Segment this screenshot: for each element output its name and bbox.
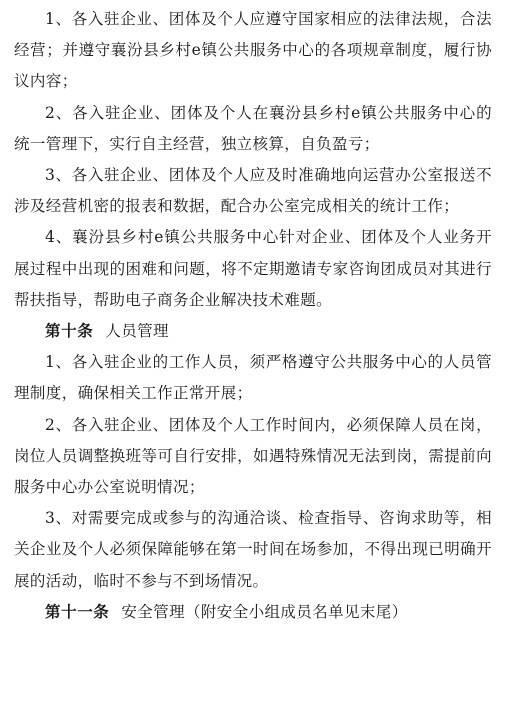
paragraph-4: 4、襄汾县乡村e镇公共服务中心针对企业、团体及个人业务开展过程中出现的困难和问题，将不定期邀请专家咨询团成员对其进行帮扶指导，帮助电子商务企业解决技术难题。 <box>14 228 492 309</box>
article-10-heading <box>14 316 492 347</box>
paragraph-7: 3、对需要完成或参与的沟通洽谈、检查指导、咨询求助等，相关企业及个人必须保障能够在第一时间在场参加，不得出现已明确开展的活动，临时不参与不到场情况。 <box>14 509 492 590</box>
article-11-heading <box>14 597 492 628</box>
article-11-number: 第十一条 <box>45 602 110 621</box>
paragraph-3: 3、各入驻企业、团体及个人应及时准确地向运营办公室报送不涉及经营机密的报表和数据，配合办公室完成相关的统计工作； <box>14 166 492 216</box>
article-10-title: 人员管理 <box>105 322 169 341</box>
paragraph-2: 2、各入驻企业、团体及个人在襄汾县乡村e镇公共服务中心的统一管理下，实行自主经营，独立核算，自负盈亏； <box>14 103 492 153</box>
paragraph-6: 2、各入驻企业、团体及个人工作时间内，必须保障人员在岗，岗位人员调整换班等可自行安排，如遇特殊情况无法到岗，需提前向服务中心办公室说明情况； <box>14 415 492 497</box>
paragraph-1: 1、各入驻企业、团体及个人应遵守国家相应的法律法规，合法经营；并遵守襄汾县乡村e镇公共服务中心的各项规章制度，履行协议内容； <box>14 10 492 91</box>
article-10-number: 第十条 <box>45 322 94 341</box>
paragraph-5: 1、各入驻企业的工作人员，须严格遵守公共服务中心的人员管理制度，确保相关工作正常开展； <box>14 353 492 403</box>
article-11-title: 安全管理（附安全小组成员名单见末尾） <box>121 602 408 621</box>
